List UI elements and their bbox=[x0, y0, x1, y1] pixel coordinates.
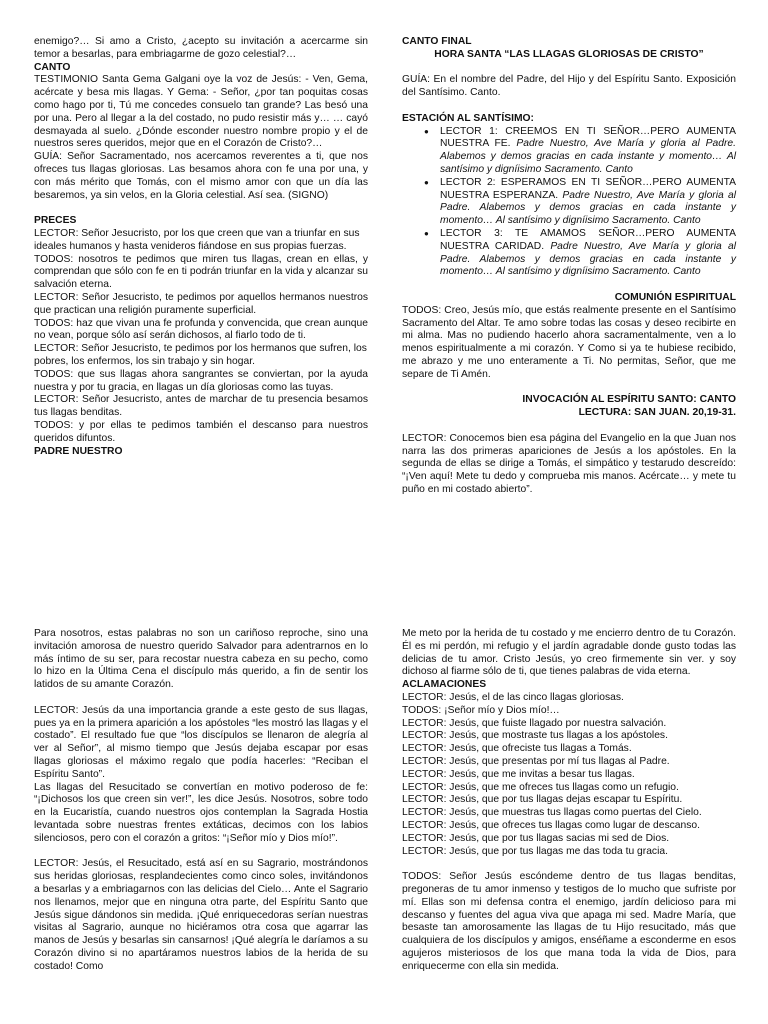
acclamation-line: LECTOR: Jesús, que me ofreces tus llagas como un refugio. bbox=[402, 781, 679, 793]
acclamation-line: LECTOR: Jesús, que mostraste tus llagas a los apóstoles. bbox=[402, 730, 668, 742]
spacer bbox=[402, 279, 736, 292]
acclamation-line: LECTOR: Jesús, que ofreces tus llagas como lugar de descanso. bbox=[402, 819, 701, 831]
heading-preces: PRECES bbox=[34, 215, 77, 227]
acclamation-line: LECTOR: Jesús, que muestras tus llagas como puertas del Cielo. bbox=[402, 807, 702, 819]
list-item bbox=[440, 177, 736, 228]
lector-rest: Padre Nuestro, Ave María y gloria al Padre. Alabemos y demos gracias en cada instante y momento… Al santísimo y digníisimo Sacramento. Canto bbox=[440, 138, 736, 175]
heading-canto: CANTO bbox=[34, 61, 71, 73]
lector-rest: Padre Nuestro, Ave María y gloria al Padre. Alabemos y demos gracias en cada instante y momento… Al santísimo y digníisimo Sacramento. Canto bbox=[440, 189, 736, 227]
paragraph: LECTOR: Señor Jesucristo, te pedimos por los hermanos que sufren, los bbox=[34, 343, 367, 355]
lector-list bbox=[402, 126, 736, 280]
acclamation-line: LECTOR: Jesús, que fuiste llagado por nuestra salvación. bbox=[402, 717, 667, 729]
paragraph-guia: GUÍA: En el nombre del Padre, del Hijo y del Espíritu Santo. Exposición del Santísimo. Canto. bbox=[402, 74, 736, 99]
acclamation-line: LECTOR: Jesús, que ofreciste tus llagas a Tomás. bbox=[402, 743, 632, 755]
paragraph: ideales humanos y hasta venideros fiándose en sus propias fuerzas. bbox=[34, 240, 347, 252]
paragraph: LECTOR: Señor Jesucristo, te pedimos por aquellos hermanos nuestros que practican una religión puramente superficial. bbox=[34, 291, 368, 316]
lector-lead: LECTOR 1: CREEMOS EN TI SEÑOR…PERO AUMENTA NUESTRA FE. bbox=[440, 125, 736, 150]
paragraph: pobres, los enfermos, los sin trabajo y sin hogar. bbox=[34, 355, 255, 367]
paragraph: enemigo?… Si amo a Cristo, ¿acepto su invitación a acercarme sin temor a besarlas, para embriagarme de gozo celestial?… bbox=[34, 36, 368, 60]
paragraph-intro: Me meto por la herida de tu costado y me encierro dentro de tu Corazón. Él es mi perdón, mi refugio y el jardín agradable donde gusto todas las delicias de tu amor. Cristo Jesús, yo creo firmemente sin ver. y soy dichoso al fiarme sólo de ti, que tienes palabras de vida eterna. bbox=[402, 628, 736, 678]
paragraph: LECTOR: Señor Jesucristo, por los que creen que van a triunfar en sus bbox=[34, 227, 360, 239]
heading-lectura: LECTURA: SAN JUAN. 20,19-31. bbox=[578, 407, 736, 419]
spacer bbox=[402, 420, 736, 433]
paragraph: LECTOR: Jesús, el Resucitado, está así en su Sagrario, mostrándonos sus heridas gloriosas, resplandecientes como cinco soles, invitándonos a besarlas y a embriagarnos con las delicias del Cielo… Ante el Sagrario nos llenamos, mejor que en ninguna otra parte, del Espíritu Santo que Jesús sigue dándonos sin medida. ¡Qué enriquecedoras serían nuestras visitas al Sagrario, aunque no hiciéramos otra cosa que agarrar las manos de Jesús y besarlas sin cansarnos! ¡Qué alegría le daríamos a su Corazón divino si no apartáramos nuestros labios de la herida de su costado! Como bbox=[34, 858, 368, 972]
acclamation-line: LECTOR: Jesús, que por tus llagas sacias mi sed de Dios. bbox=[402, 832, 670, 844]
heading-aclamaciones: ACLAMACIONES bbox=[402, 679, 487, 691]
acclamation-line: TODOS: ¡Señor mío y Dios mío!… bbox=[402, 704, 560, 716]
paragraph: TODOS: nosotros te pedimos que miren tus llagas, crean en ellas, y comprendan que sólo con fe en ti podrán triunfar en la vida y alcanzar su salvación eterna. bbox=[34, 253, 368, 291]
spacer bbox=[34, 692, 368, 705]
paragraph: Las llagas del Resucitado se convertían en motivo poderoso de fe: “¡Dichosos los que creen sin ver!”, les dice Jesús. Nosotros, sobre todo en la Eucaristía, cuando nuestros ojos contemplan la Sagrada Hostia levantada sobre nuestras frentes extáticas, decimos con los labios silenciosos, pero con el corazón a gritos: “¡Señor mío y Dios mío!”. bbox=[34, 781, 368, 844]
heading-canto-final: CANTO FINAL bbox=[402, 36, 472, 47]
spacer bbox=[34, 202, 368, 215]
lector-lead: LECTOR 3: TE AMAMOS SEÑOR…PERO AUMENTA NUESTRA CARIDAD. bbox=[440, 227, 736, 252]
acclamation-line: LECTOR: Jesús, que presentas por mí tus llagas al Padre. bbox=[402, 755, 670, 767]
paragraph: LECTOR: Señor Jesucristo, antes de marchar de tu presencia besamos tus llagas benditas. bbox=[34, 394, 368, 419]
acclamation-line: LECTOR: Jesús, que me invitas a besar tus llagas. bbox=[402, 768, 635, 780]
heading-invocacion: INVOCACIÓN AL ESPÍRITU SANTO: CANTO bbox=[522, 394, 736, 406]
heading-hora-santa: HORA SANTA “LAS LLAGAS GLORIOSAS DE CRISTO” bbox=[434, 48, 704, 60]
heading-padre-nuestro: PADRE NUESTRO bbox=[34, 445, 123, 457]
spacer bbox=[402, 62, 736, 75]
paragraph: TODOS: haz que vivan una fe profunda y convencida, que crean aunque no vean, porque sólo así serán dichosos, al fiarlo todo de ti. bbox=[34, 317, 368, 342]
spacer bbox=[402, 382, 736, 395]
spacer bbox=[402, 858, 736, 871]
acclamation-line: LECTOR: Jesús, que por tus llagas me das toda tu gracia. bbox=[402, 845, 668, 857]
lector-rest: Padre Nuestro, Ave María y gloria al Padre. Alabemos y demos gracias en cada instante y momento… Al santísimo y digníisimo Sacramento. Canto bbox=[440, 240, 736, 278]
paragraph-testimonio: TESTIMONIO Santa Gema Galgani oye la voz de Jesús: - Ven, Gema, acércate y besa mis llagas. Y Gema: - Señor, ¿por tan poquitas cosas como hago por ti, Tú me concedes consuelo tan grande? Las besó una por una. Pero al llegar a la del costado, no pudo resistir más y… … cayó desmayada al suelo. ¿Dónde esconder nuestro nombre propio y el de nuestros seres queridos, mejor que en el Corazón de Cristo?… bbox=[34, 74, 368, 150]
paragraph-comunion: TODOS: Creo, Jesús mío, que estás realmente presente en el Santísimo Sacramento del Altar. Te amo sobre todas las cosas y deseo recibirte en mi alma. Mas no pudiendo hacerlo ahora sacramentalmente, ven a lo menos espiritualmente a mi corazón. Y Como si ya te hubiese recibido, me abrazo y me uno enteramente a Ti. No permitas, Señor, que me separe de Ti Amén. bbox=[402, 304, 736, 380]
page-top-right-column bbox=[402, 36, 736, 497]
paragraph-lector: LECTOR: Conocemos bien esa página del Evangelio en la que Juan nos narra las dos primeras apariciones de Jesús a los apóstoles. En la segunda de ellas se dirige a Tomás, el simpático y testarudo descreído: “¡Ven aquí! Mete tu dedo y comprueba mis manos. Acércate… y mete tu puño en mi costado abierto”. bbox=[402, 432, 736, 495]
spacer bbox=[34, 846, 368, 859]
paragraph-guia: GUÍA: Señor Sacramentado, nos acercamos reverentes a ti, que nos ofreces tus llagas gloriosas. Las besamos ahora con fe una por una, y con más mérito que Tomás, con el mismo amor con que un día las besaremos, ya sin velos, en la Gloria celestial. Así sea. (SIGNO) bbox=[34, 151, 368, 201]
acclamation-line: LECTOR: Jesús, que por tus llagas dejas escapar tu Espíritu. bbox=[402, 794, 683, 806]
paragraph: LECTOR: Jesús da una importancia grande a este gesto de sus llagas, pues ya en la primera aparición a los apóstoles “les mostró las llagas y el costado”. El resultado fue que “los discípulos se llenaron de alegría al ver al Señor”, al mismo tiempo que Jesús dejaba escapar por esas llagas gloriosas el máximo regalo que podía hacerles: “Reciban el Espíritu Santo”. bbox=[34, 704, 368, 780]
list-item bbox=[440, 126, 736, 177]
lector-lead: LECTOR 2: ESPERAMOS EN TI SEÑOR…PERO AUMENTA NUESTRA ESPERANZA. bbox=[440, 176, 736, 201]
acclamation-line: LECTOR: Jesús, el de las cinco llagas gloriosas. bbox=[402, 691, 624, 703]
page-bottom-right-column bbox=[402, 628, 736, 974]
list-item bbox=[440, 228, 736, 279]
paragraph-todos: TODOS: Señor Jesús escóndeme dentro de tus llagas benditas, pregoneras de tu amor inmenso y testigos de lo mucho que sufriste por mí. Ellas son mi defensa contra el enemigo, jardín delicioso para mi descanso y fuentes del agua viva que apaga mi sed. Madre María, que besaste tan amorosamente las llagas de tu Hijo resucitado, más que cualquiera de los discípulos y amigos, enséñame a esconderme en esos agujeros misteriosos de los que mana toda la vida de Dios, para enriquecerme con ella sin medida. bbox=[402, 871, 736, 972]
page-top-left-column bbox=[34, 36, 368, 458]
paragraph: Para nosotros, estas palabras no son un cariñoso reproche, sino una invitación amorosa de nuestro querido Salvador para adentrarnos en lo más íntimo de su ser, para recostar nuestra cabeza en su pecho, como lo hizo en la Última Cena el discípulo más querido, a fin de sentir los latidos de su amante Corazón. bbox=[34, 628, 368, 691]
page-bottom-left-column bbox=[34, 628, 368, 974]
paragraph: TODOS: y por ellas te pedimos también el descanso para nuestros queridos difuntos. bbox=[34, 419, 368, 444]
heading-estacion: ESTACIÓN AL SANTÍSIMO: bbox=[402, 112, 534, 124]
spacer bbox=[402, 100, 736, 113]
paragraph: TODOS: que sus llagas ahora sangrantes se conviertan, por la ayuda nuestra y por tu gracia, en llagas un día gloriosas como las tuyas. bbox=[34, 368, 368, 393]
heading-comunion: COMUNIÓN ESPIRITUAL bbox=[614, 291, 736, 303]
